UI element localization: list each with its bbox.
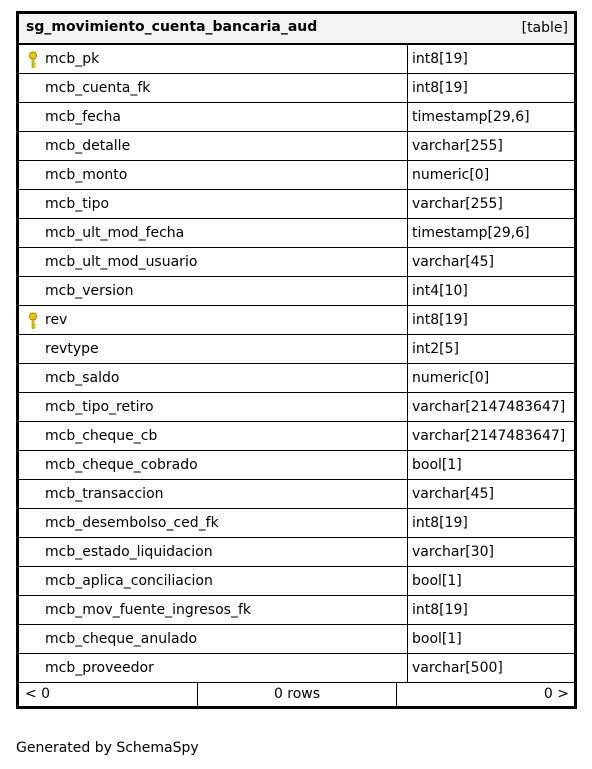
table-row — [19, 625, 574, 654]
column-name-cell — [19, 219, 408, 247]
column-name: mcb_tipo_retiro — [45, 399, 154, 415]
footer-row-count: 0 rows — [198, 683, 397, 706]
table-footer — [19, 683, 574, 706]
key-icon — [28, 312, 38, 330]
column-name-cell — [19, 103, 408, 131]
column-type: varchar[500] — [412, 660, 503, 676]
column-type: int8[19] — [412, 602, 468, 618]
column-type: int8[19] — [412, 51, 468, 67]
table-row — [19, 422, 574, 451]
column-name-cell — [19, 132, 408, 160]
column-name: mcb_cheque_cobrado — [45, 457, 198, 473]
column-name-cell — [19, 393, 408, 421]
column-type: bool[1] — [412, 457, 462, 473]
column-name-cell — [19, 567, 408, 595]
column-type: timestamp[29,6] — [412, 225, 530, 241]
column-type: int4[10] — [412, 283, 468, 299]
table-row — [19, 248, 574, 277]
column-type: bool[1] — [412, 631, 462, 647]
column-type: varchar[30] — [412, 544, 494, 560]
column-type: varchar[2147483647] — [412, 428, 566, 444]
column-name: mcb_mov_fuente_ingresos_fk — [45, 602, 252, 618]
table-row — [19, 451, 574, 480]
column-name-cell — [19, 509, 408, 537]
column-name-cell — [19, 248, 408, 276]
schema-table — [16, 11, 577, 709]
table-row — [19, 509, 574, 538]
column-type: timestamp[29,6] — [412, 109, 530, 125]
table-row — [19, 219, 574, 248]
column-name: mcb_pk — [45, 51, 100, 67]
table-row — [19, 393, 574, 422]
generated-by-label: Generated by SchemaSpy — [16, 740, 199, 756]
column-type: numeric[0] — [412, 167, 490, 183]
table-row — [19, 654, 574, 683]
column-name: mcb_cheque_cb — [45, 428, 158, 444]
column-type: int2[5] — [412, 341, 459, 357]
column-type: varchar[45] — [412, 254, 494, 270]
table-row — [19, 277, 574, 306]
column-name: mcb_cheque_anulado — [45, 631, 198, 647]
column-name-cell — [19, 625, 408, 653]
column-name: mcb_proveedor — [45, 660, 154, 676]
table-row — [19, 132, 574, 161]
column-name-cell — [19, 451, 408, 479]
column-name: mcb_cuenta_fk — [45, 80, 151, 96]
table-row — [19, 538, 574, 567]
table-row — [19, 45, 574, 74]
column-name: mcb_version — [45, 283, 134, 299]
table-row — [19, 480, 574, 509]
table-header — [19, 14, 574, 45]
column-name-cell — [19, 190, 408, 218]
column-name-cell — [19, 74, 408, 102]
column-name-cell — [19, 335, 408, 363]
column-name: mcb_detalle — [45, 138, 131, 154]
column-name: mcb_ult_mod_fecha — [45, 225, 185, 241]
table-row — [19, 567, 574, 596]
footer-next: 0 > — [543, 686, 569, 702]
column-name: mcb_saldo — [45, 370, 120, 386]
column-type: bool[1] — [412, 573, 462, 589]
column-type: varchar[255] — [412, 196, 503, 212]
table-row — [19, 596, 574, 625]
column-name-cell — [19, 480, 408, 508]
column-name: mcb_transaccion — [45, 486, 164, 502]
column-name: mcb_ult_mod_usuario — [45, 254, 198, 270]
column-name-cell — [19, 596, 408, 624]
column-type: varchar[45] — [412, 486, 494, 502]
column-name: mcb_aplica_conciliacion — [45, 573, 213, 589]
table-row — [19, 364, 574, 393]
column-name-cell — [19, 161, 408, 189]
table-row — [19, 306, 574, 335]
column-name: mcb_desembolso_ced_fk — [45, 515, 219, 531]
column-name: rev — [45, 312, 68, 328]
column-name-cell — [19, 45, 408, 73]
column-name: mcb_monto — [45, 167, 128, 183]
key-icon — [28, 51, 38, 69]
column-name-cell — [19, 306, 408, 334]
table-row — [19, 103, 574, 132]
column-type: int8[19] — [412, 515, 468, 531]
column-type: int8[19] — [412, 80, 468, 96]
table-row — [19, 335, 574, 364]
table-row — [19, 161, 574, 190]
column-name: mcb_fecha — [45, 109, 121, 125]
table-row — [19, 190, 574, 219]
column-name-cell — [19, 654, 408, 682]
table-kind: [table] — [521, 20, 568, 36]
table-row — [19, 74, 574, 103]
column-type: varchar[2147483647] — [412, 399, 566, 415]
column-name: revtype — [45, 341, 99, 357]
table-name: sg_movimiento_cuenta_bancaria_aud — [26, 19, 318, 35]
column-type: varchar[255] — [412, 138, 503, 154]
column-list — [19, 45, 574, 683]
column-type: numeric[0] — [412, 370, 490, 386]
footer-prev: < 0 — [19, 683, 198, 706]
column-name: mcb_tipo — [45, 196, 110, 212]
column-name-cell — [19, 277, 408, 305]
column-name-cell — [19, 364, 408, 392]
column-name: mcb_estado_liquidacion — [45, 544, 213, 560]
column-type: int8[19] — [412, 312, 468, 328]
column-name-cell — [19, 422, 408, 450]
column-name-cell — [19, 538, 408, 566]
